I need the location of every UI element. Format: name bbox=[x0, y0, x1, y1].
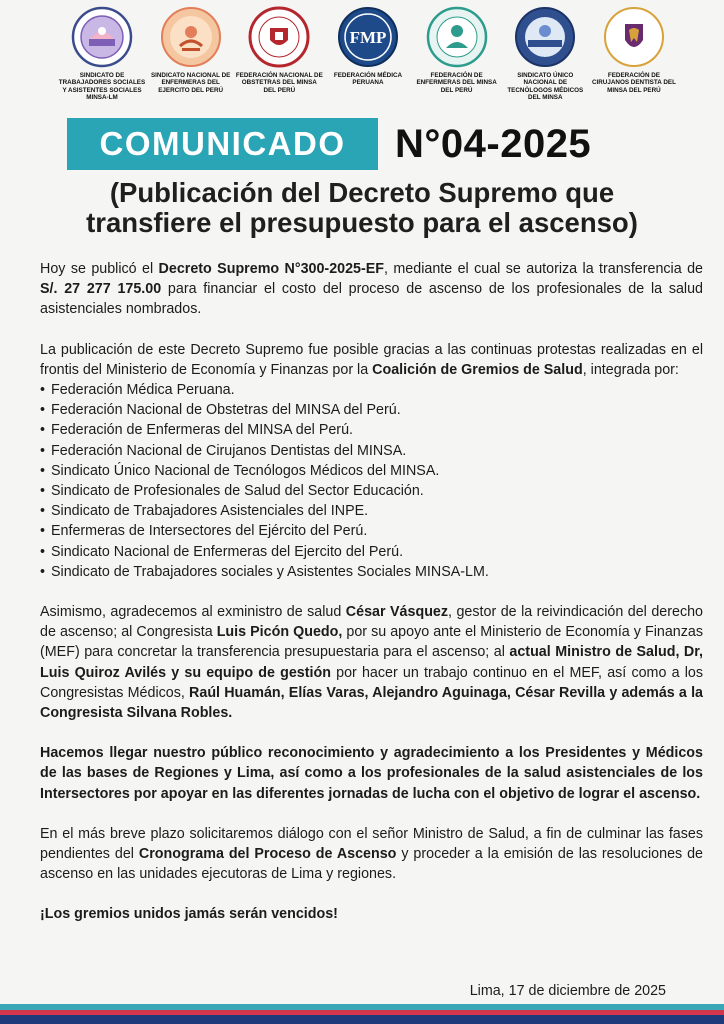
member-list bbox=[40, 380, 703, 582]
paragraph-acknowledgements bbox=[40, 602, 703, 723]
text-run: para financiar el costo del proceso de ascenso de los profesionales de la salud asistenciales nombrados. bbox=[40, 281, 703, 318]
logo-sineep bbox=[147, 6, 235, 106]
bold-name: Raúl Huamán, Elías Varas, Alejandro Aguinaga, César Revilla y además a la Congresista Silvana Robles. bbox=[40, 684, 703, 722]
text-run: , gestor de la reivindicación del derecho de ascenso; al Congresista bbox=[40, 604, 704, 641]
list-item: • Federación Nacional de Obstetras del MINSA del Perú. bbox=[40, 400, 703, 420]
paragraph-decree bbox=[40, 259, 703, 320]
fmp-logo-icon bbox=[337, 6, 399, 68]
logo-caption: SINDICATO DE TRABAJADORES SOCIALES Y ASISTENTES SOCIALES MINSA-LM bbox=[58, 72, 146, 102]
subtitle bbox=[24, 178, 700, 238]
paragraph-coalition bbox=[40, 340, 703, 380]
fedemin-logo-icon bbox=[426, 6, 488, 68]
logo-fedemin bbox=[413, 6, 501, 106]
list-item: • Federación Médica Peruana. bbox=[40, 380, 703, 400]
list-item: • Sindicato Nacional de Enfermeras del Ejercito del Perú. bbox=[40, 542, 703, 562]
paragraph-next-steps bbox=[40, 824, 703, 885]
text-run: , integrada por: bbox=[582, 361, 679, 378]
fncd-logo-icon bbox=[603, 6, 665, 68]
logo-suntemminsa bbox=[501, 6, 589, 106]
list-item: • Sindicato de Profesionales de Salud del Sector Educación. bbox=[40, 481, 703, 501]
logo-caption: SINDICATO NACIONAL DE ENFERMERAS DEL EJERCITO DEL PERÚ bbox=[150, 72, 231, 94]
bold-name: Cronograma del Proceso de Ascenso bbox=[138, 846, 397, 863]
logo-row bbox=[58, 6, 678, 106]
list-item: • Sindicato Único Nacional de Tecnólogos Médicos del MINSA. bbox=[40, 461, 703, 481]
text-run: y proceder a la emisión de las resoluciones de ascenso en las unidades ejecutoras de Lima y regiones. bbox=[40, 846, 704, 883]
subtitle-line: transfiere el presupuesto para el ascenso) bbox=[86, 207, 638, 238]
paragraph-recognition: Hacemos llegar nuestro público reconocimiento y agradecimiento a los Presidentes y Médicos de las bases de Regiones y Lima, así como a los profesionales de la salud asistenciales de los Intersectores por apoyar en las diferentes jornadas de lucha con el objetivo de lograr el ascenso. bbox=[40, 745, 703, 802]
footer-stripe-navy bbox=[0, 1015, 724, 1024]
text-run: La publicación de este Decreto Supremo fue posible gracias a las continuas protestas realizadas en el frontis del Ministerio de Economía y Finanzas por la bbox=[40, 341, 703, 378]
list-item: • Enfermeras de Intersectores del Ejército del Perú. bbox=[40, 521, 703, 541]
bold-name: actual Ministro de Salud, Dr, Luis Quiroz Avilés y su equipo de gestión bbox=[40, 644, 703, 681]
bold-name: César Vásquez bbox=[345, 604, 449, 621]
closing-slogan: ¡Los gremios unidos jamás serán vencidos! bbox=[40, 906, 338, 923]
logo-caption: FEDERACIÓN MÉDICA PERUANA bbox=[333, 72, 403, 87]
fenaobs-logo-icon bbox=[248, 6, 310, 68]
logo-caption: FEDERACIÓN DE ENFERMERAS DEL MINSA DEL PERÚ bbox=[416, 72, 497, 94]
transfer-amount: S/. 27 277 175.00 bbox=[40, 281, 162, 298]
footer-stripes bbox=[0, 1004, 724, 1024]
comunicado-badge: COMUNICADO bbox=[67, 118, 378, 170]
svg-text:FMP: FMP bbox=[349, 28, 387, 47]
logo-fenaobs bbox=[235, 6, 323, 106]
logo-fncd bbox=[590, 6, 678, 106]
suntemminsa-logo-icon bbox=[514, 6, 576, 68]
logo-caption: FEDERACIÓN NACIONAL DE OBSTETRAS DEL MINSA DEL PERÚ bbox=[235, 72, 323, 94]
decree-name: Decreto Supremo N°300-2025-EF bbox=[158, 261, 385, 277]
sineep-logo-icon bbox=[160, 6, 222, 68]
body-content bbox=[40, 259, 703, 925]
logo-caption: SINDICATO ÚNICO NACIONAL DE TECNÓLOGOS MÉDICOS DEL MINSA bbox=[507, 72, 584, 102]
text-run: por hacer un trabajo continuo en el MEF, así como a los Congresistas Médicos, bbox=[40, 664, 703, 701]
list-item: • Sindicato de Trabajadores Asistenciales del INPE. bbox=[40, 501, 703, 521]
logo-fmp bbox=[324, 6, 412, 106]
comunicado-number: N°04-2025 bbox=[395, 121, 592, 166]
bold-name: Luis Picón Quedo, bbox=[216, 624, 343, 641]
sitracas-logo-icon bbox=[71, 6, 133, 68]
list-item: • Sindicato de Trabajadores sociales y Asistentes Sociales MINSA-LM. bbox=[40, 562, 703, 582]
list-item: • Federación Nacional de Cirujanos Dentistas del MINSA. bbox=[40, 441, 703, 461]
text-run: Hoy se publicó el bbox=[40, 261, 159, 277]
title-row bbox=[67, 117, 591, 171]
coalition-name: Coalición de Gremios de Salud bbox=[372, 361, 583, 378]
text-run: , mediante el cual se autoriza la transferencia de bbox=[384, 261, 703, 277]
text-run: En el más breve plazo solicitaremos diálogo con el señor Ministro de Salud, a fin de culminar las fases pendientes del bbox=[40, 825, 703, 863]
subtitle-line: (Publicación del Decreto Supremo que bbox=[109, 177, 615, 208]
logo-caption: FEDERACIÓN DE CIRUJANOS DENTISTA DEL MINSA DEL PERÚ bbox=[591, 72, 676, 94]
logo-sitracas bbox=[58, 6, 146, 106]
document-date: Lima, 17 de diciembre de 2025 bbox=[469, 983, 666, 999]
list-item: • Federación de Enfermeras del MINSA del Perú. bbox=[40, 420, 703, 440]
text-run: por su apoyo ante el Ministerio de Economía y Finanzas (MEF) para concretar la transferencia presupuestaria para el ascenso; al bbox=[40, 624, 703, 661]
text-run: Asimismo, agradecemos al exministro de salud bbox=[40, 604, 346, 621]
